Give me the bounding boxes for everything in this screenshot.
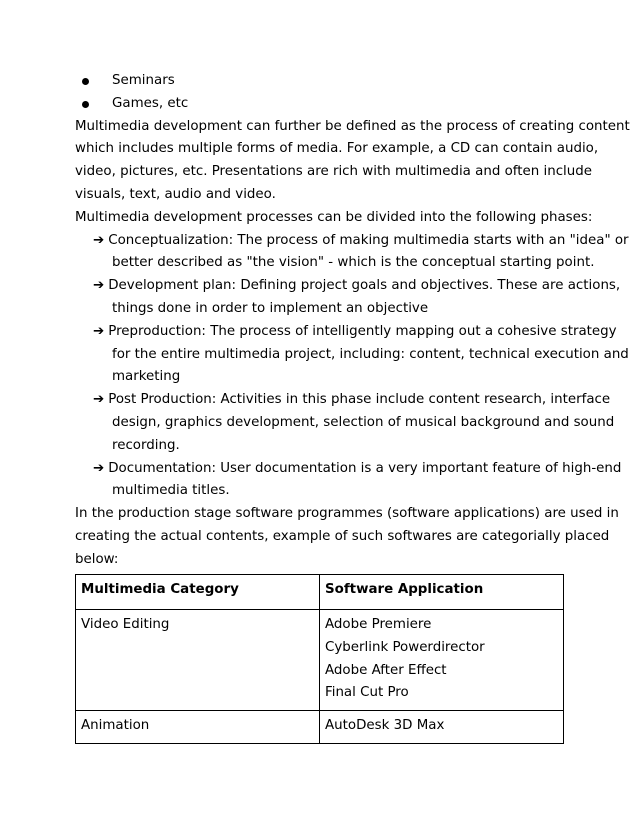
phase-text: Conceptualization: The process of making multimedia starts with an "idea" or [108,232,629,248]
phase-text: Preproduction: The process of intelligently mapping out a cohesive strategy [108,323,617,339]
table-header-row [76,575,564,610]
phase-item-development-plan [75,275,621,321]
phase-text: Development plan: Defining project goals and objectives. These are actions, [108,278,621,294]
phase-item-post-production [75,389,615,457]
arrow-right-icon: ➔ [93,392,105,408]
paragraph-line: below: [75,551,119,567]
paragraph-line: which includes multiple forms of media. For example, a CD can contain audio, [75,141,599,157]
arrow-right-icon: ➔ [93,460,105,476]
arrow-right-icon: ➔ [93,323,105,339]
paragraph-software [75,503,619,571]
apps-cell [320,711,564,744]
header-multimedia-category: Multimedia Category [76,575,320,610]
app-name: Final Cut Pro [325,685,409,701]
table-row [76,711,564,744]
bullet-dot-icon [82,78,89,85]
phases-intro: Multimedia development processes can be divided into the following phases: [75,209,593,225]
phase-text: design, graphics development, selection of musical background and sound [112,414,615,430]
app-name: Adobe After Effect [325,662,447,678]
arrow-right-icon: ➔ [93,278,105,294]
phase-text: for the entire multimedia project, including: content, technical execution and [112,346,629,362]
paragraph-line: video, pictures, etc. Presentations are rich with multimedia and often include [75,164,593,180]
phase-text: Post Production: Activities in this phase include content research, interface [108,392,611,408]
phase-text: recording. [112,437,180,453]
phase-text: Documentation: User documentation is a very important feature of high-end [108,460,622,476]
phase-text: better described as "the vision" - which is the conceptual starting point. [112,255,595,271]
phase-item-preproduction [75,321,629,389]
bullet-dot-icon [82,101,89,108]
phase-text: marketing [112,369,181,385]
category-cell: Animation [76,711,320,744]
paragraph-line: creating the actual contents, example of such softwares are categorially placed [75,528,610,544]
bullet-list [75,70,600,116]
phase-list [75,230,629,504]
header-software-application: Software Application [320,575,564,610]
phase-item-documentation [75,458,622,504]
phase-text: things done in order to implement an objective [112,300,429,316]
paragraph-line: visuals, text, audio and video. [75,186,276,202]
software-table [75,574,564,744]
bullet-text: Games, etc [112,95,189,111]
bullet-item [75,70,600,93]
app-name: AutoDesk 3D Max [325,718,445,734]
apps-cell [320,610,564,711]
table-row [76,610,564,711]
bullet-text: Seminars [112,73,175,88]
bullet-item [75,93,600,116]
paragraph-line: In the production stage software programmes (software applications) are used in [75,506,619,522]
app-name: Cyberlink Powerdirector [325,639,485,655]
phase-item-conceptualization [75,230,629,276]
arrow-right-icon: ➔ [93,232,105,248]
paragraph-line: Multimedia development can further be defined as the process of creating content [75,118,630,134]
document-page [75,70,630,572]
app-name: Adobe Premiere [325,617,432,632]
paragraph-definition [75,116,630,207]
phase-text: multimedia titles. [112,483,230,499]
category-cell: Video Editing [76,610,320,711]
